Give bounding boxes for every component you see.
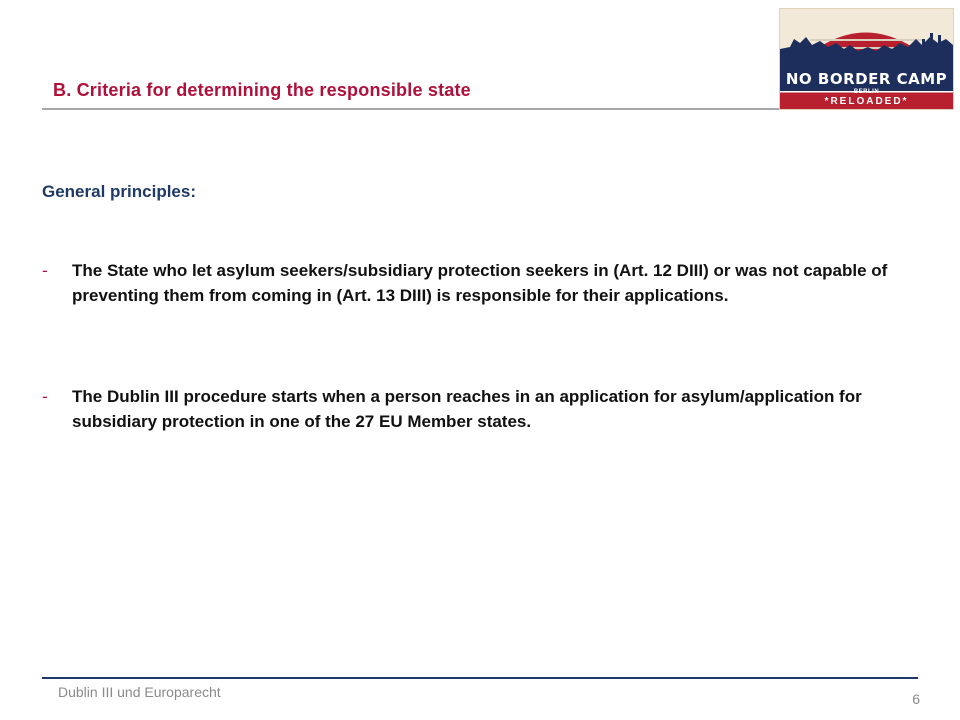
- logo-title: NO BORDER CAMP: [785, 70, 948, 88]
- no-border-camp-logo: [779, 8, 954, 110]
- slide-title: B. Criteria for determining the responsible state: [53, 80, 471, 100]
- bullet-item: [42, 384, 902, 434]
- page-number: 6: [912, 691, 920, 707]
- bullet-text: The Dublin III procedure starts when a person reaches in an application for asylum/application for subsidiary protection in one of the 27 EU Member states.: [72, 387, 862, 431]
- bullet-item: [42, 258, 902, 308]
- bullet-dash: -: [42, 387, 48, 406]
- footer-divider: [42, 677, 918, 679]
- bullet-dash: -: [42, 261, 48, 280]
- footer-label: Dublin III und Europarecht: [58, 684, 221, 700]
- logo-city: BERLIN: [853, 89, 880, 95]
- logo-subtitle: *RELOADED*: [824, 96, 909, 107]
- bullet-text: The State who let asylum seekers/subsidiary protection seekers in (Art. 12 DIII) or was not capable of preventing them from coming in (Art. 13 DIII) is responsible for their applications.: [72, 261, 888, 305]
- section-subheading: General principles:: [42, 182, 196, 201]
